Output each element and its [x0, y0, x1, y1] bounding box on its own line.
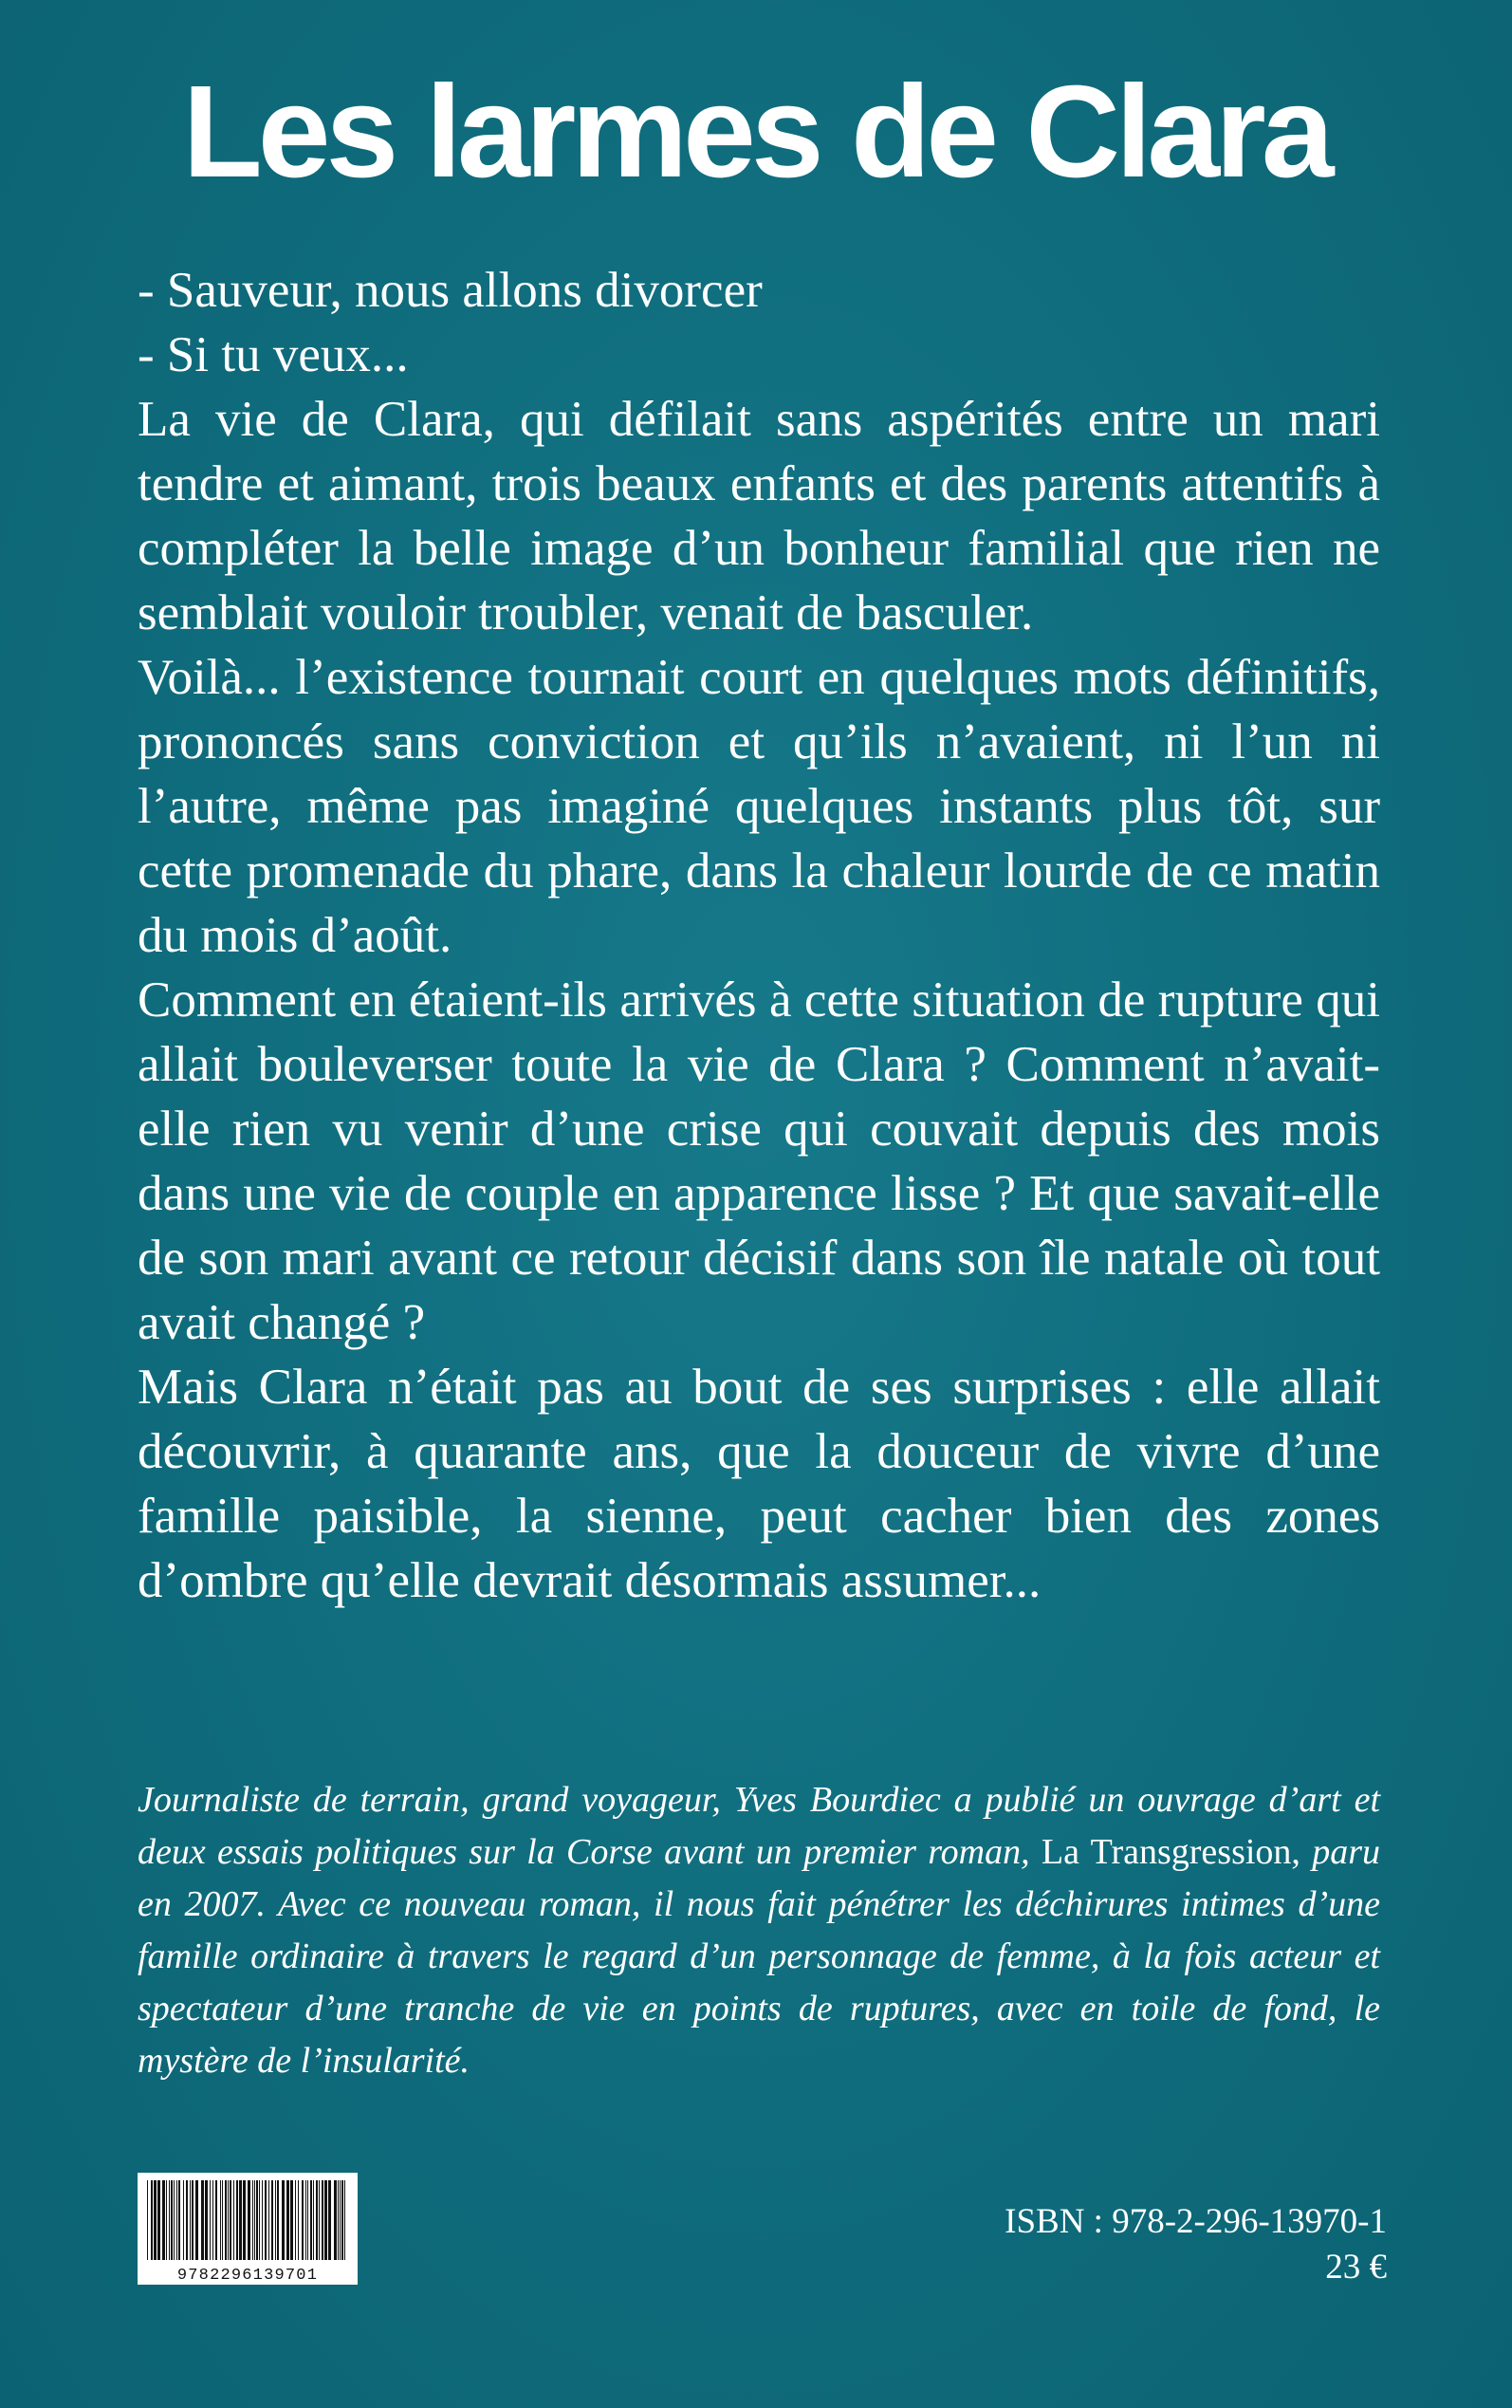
barcode-bar — [340, 2180, 341, 2260]
barcode-bar — [215, 2180, 217, 2260]
blurb — [138, 258, 1380, 1613]
barcode-bar — [225, 2180, 227, 2260]
barcode-bar — [341, 2180, 343, 2260]
barcode-bar — [195, 2180, 198, 2260]
barcode-bar — [328, 2180, 331, 2260]
barcode-bar — [290, 2180, 293, 2260]
barcode-bar — [205, 2180, 208, 2260]
barcode-bar — [324, 2180, 327, 2260]
barcode-digits: 9782296139701 — [176, 2267, 319, 2285]
blurb-dialogue-line: - Sauveur, nous allons divorcer — [138, 263, 763, 318]
barcode-bar — [169, 2180, 170, 2260]
barcode-bar — [256, 2180, 258, 2260]
barcode-bar — [157, 2180, 160, 2260]
barcode-bar — [282, 2180, 285, 2260]
barcode-bar — [174, 2180, 175, 2260]
barcode-bar — [230, 2180, 231, 2260]
barcode-bar — [322, 2180, 323, 2260]
blurb-paragraph: Mais Clara n’était pas au bout de ses surprises : elle allait découvrir, à quarante ans, que la douceur de vivre d’une famille paisible, la sienne, peut cacher bien des zones d’ombre qu’elle devrait désormais assumer... — [138, 1360, 1380, 1608]
barcode-bar — [222, 2180, 223, 2260]
barcode-bar — [162, 2180, 165, 2260]
barcode-bar — [254, 2180, 255, 2260]
author-bio-text: Journaliste de terrain, grand voyageur, Yves Bourdiec a publié un ouvrage d’art et deux essais politiques sur la Corse avant un premier roman, — [138, 1780, 1380, 1872]
barcode-bar — [344, 2180, 345, 2260]
barcode-bar — [248, 2180, 250, 2260]
price: 23 € — [1325, 2248, 1387, 2287]
barcode-bar — [183, 2180, 184, 2260]
barcode-bar — [313, 2180, 314, 2260]
book-title: Les larmes de Clara — [182, 59, 1330, 205]
barcode-bar — [298, 2180, 299, 2260]
barcode-bar — [220, 2180, 221, 2260]
barcode-bar — [192, 2180, 194, 2260]
isbn-number: ISBN : 978-2-296-13970-1 — [1005, 2202, 1387, 2241]
barcode-bar — [268, 2180, 269, 2260]
barcode-bar — [190, 2180, 191, 2260]
barcode-bar — [154, 2180, 157, 2260]
barcode-bar — [178, 2180, 180, 2260]
barcode-bar — [171, 2180, 173, 2260]
blurb-paragraph: Comment en étaient-ils arrivés à cette situation de rupture qui allait bouleverser toute la vie de Clara ? Comment n’avait-elle rien vu venir d’une crise qui couvait depuis des mois dans une vie de couple en apparence lisse ? Et que savait-elle de son mari avant ce retour décisif dans son île natale où tout avait changé ? — [138, 972, 1380, 1350]
barcode-bar — [252, 2180, 253, 2260]
barcode-bar — [147, 2180, 148, 2260]
barcode-bar — [295, 2180, 296, 2260]
barcode-bar — [271, 2180, 273, 2260]
blurb-paragraph: Voilà... l’existence tournait court en quelques mots définitifs, prononcés sans conviction et qu’ils n’avaient, ni l’un ni l’autre, même pas imaginé quelques instants plus tôt, sur cette promenade du phare, dans la chaleur lourde de ce matin du mois d’août. — [138, 650, 1380, 963]
barcode-bar — [277, 2180, 279, 2260]
barcode-bar — [151, 2180, 153, 2260]
barcode-bar — [262, 2180, 263, 2260]
barcode-bar — [212, 2180, 213, 2260]
barcode-bar — [201, 2180, 204, 2260]
barcode-bar — [275, 2180, 276, 2260]
barcode-bar — [302, 2180, 304, 2260]
barcode-bar — [166, 2180, 167, 2260]
barcode-bar — [236, 2180, 238, 2260]
barcode-bar — [176, 2180, 177, 2260]
barcode-bar — [259, 2180, 260, 2260]
isbn-price-block — [1005, 2199, 1387, 2290]
blurb-dialogue-line: - Si tu veux... — [138, 327, 409, 382]
barcode-bar — [338, 2180, 339, 2260]
barcode-bar — [310, 2180, 312, 2260]
barcode-bar — [334, 2180, 337, 2260]
blurb-paragraph: La vie de Clara, qui défilait sans aspérités entre un mari tendre et aimant, trois beaux enfants et des parents attentifs à compléter la belle image d’un bonheur familial que rien ne semblait vouloir troubler, venait de basculer. — [138, 392, 1380, 640]
barcode-bar — [233, 2180, 234, 2260]
barcode-bar — [319, 2180, 320, 2260]
barcode-bar — [243, 2180, 246, 2260]
barcode-bar — [305, 2180, 306, 2260]
barcode-bar — [307, 2180, 308, 2260]
barcode-bar — [265, 2180, 267, 2260]
barcode-bar — [286, 2180, 289, 2260]
previous-book-title: La Transgression, — [1041, 1832, 1300, 1872]
barcode — [138, 2173, 358, 2285]
barcode-bar — [316, 2180, 318, 2260]
barcode-bar — [186, 2180, 188, 2260]
author-bio — [138, 1774, 1380, 2087]
barcode-bar — [239, 2180, 242, 2260]
author-bio-text: paru en 2007. Avec ce nouveau roman, il nous fait pénétrer les déchirures intimes d’une famille ordinaire à travers le regard d’un personnage de femme, à la fois acteur et spectateur d’une tranche de vie en points de ruptures, avec en toile de fond, le mystère de l’insularité. — [138, 1832, 1381, 2081]
barcode-bar — [210, 2180, 211, 2260]
barcode-bar — [228, 2180, 229, 2260]
